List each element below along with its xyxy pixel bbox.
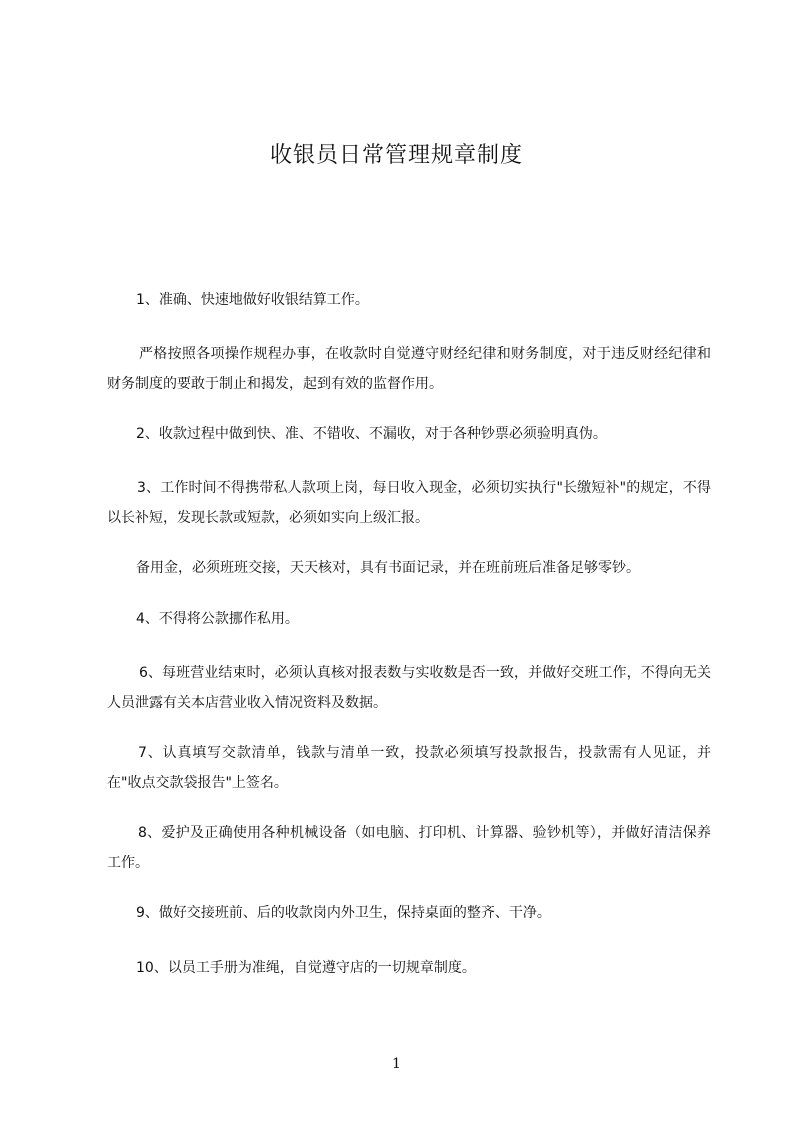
paragraph-rule-1-detail: 严格按照各项操作规程办事，在收款时自觉遵守财经纪律和财务制度，对于违反财经纪律和财务制度的要敢于制止和揭发，起到有效的监督作用。 (107, 346, 711, 392)
paragraph-rule-9: 9、做好交接班前、后的收款岗内外卫生，保持桌面的整齐、干净。 (136, 905, 551, 921)
paragraph-rule-2: 2、收款过程中做到快、准、不错收、不漏收，对于各种钞票必须验明真伪。 (136, 426, 607, 442)
paragraph-reserve-fund: 备用金，必须班班交接，天天核对，具有书面记录，并在班前班后准备足够零钞。 (136, 560, 640, 576)
paragraph-rule-3: 3、工作时间不得携带私人款项上岗，每日收入现金，必须切实执行"长缴短补"的规定，不得以长补短，发现长款或短款，必须如实向上级汇报。 (107, 480, 711, 526)
paragraph-rule-7: 7、认真填写交款清单，钱款与清单一致，投款必须填写投款报告，投款需有人见证，并在"收点交款袋报告"上签名。 (107, 745, 711, 791)
paragraph-rule-10: 10、以员工手册为准绳，自觉遵守店的一切规章制度。 (136, 960, 476, 976)
paragraph-rule-6: 6、每班营业结束时，必须认真核对报表数与实收数是否一致，并做好交班工作，不得向无关人员泄露有关本店营业收入情况资料及数据。 (107, 665, 711, 711)
page-number: 1 (392, 1056, 401, 1072)
paragraph-rule-8: 8、爱护及正确使用各种机械设备（如电脑、打印机、计算器、验钞机等），并做好清洁保养工作。 (107, 825, 711, 871)
paragraph-rule-4: 4、不得将公款挪作私用。 (136, 611, 299, 627)
page-title: 收银员日常管理规章制度 (269, 143, 523, 168)
paragraph-rule-1: 1、准确、快速地做好收银结算工作。 (136, 292, 369, 308)
